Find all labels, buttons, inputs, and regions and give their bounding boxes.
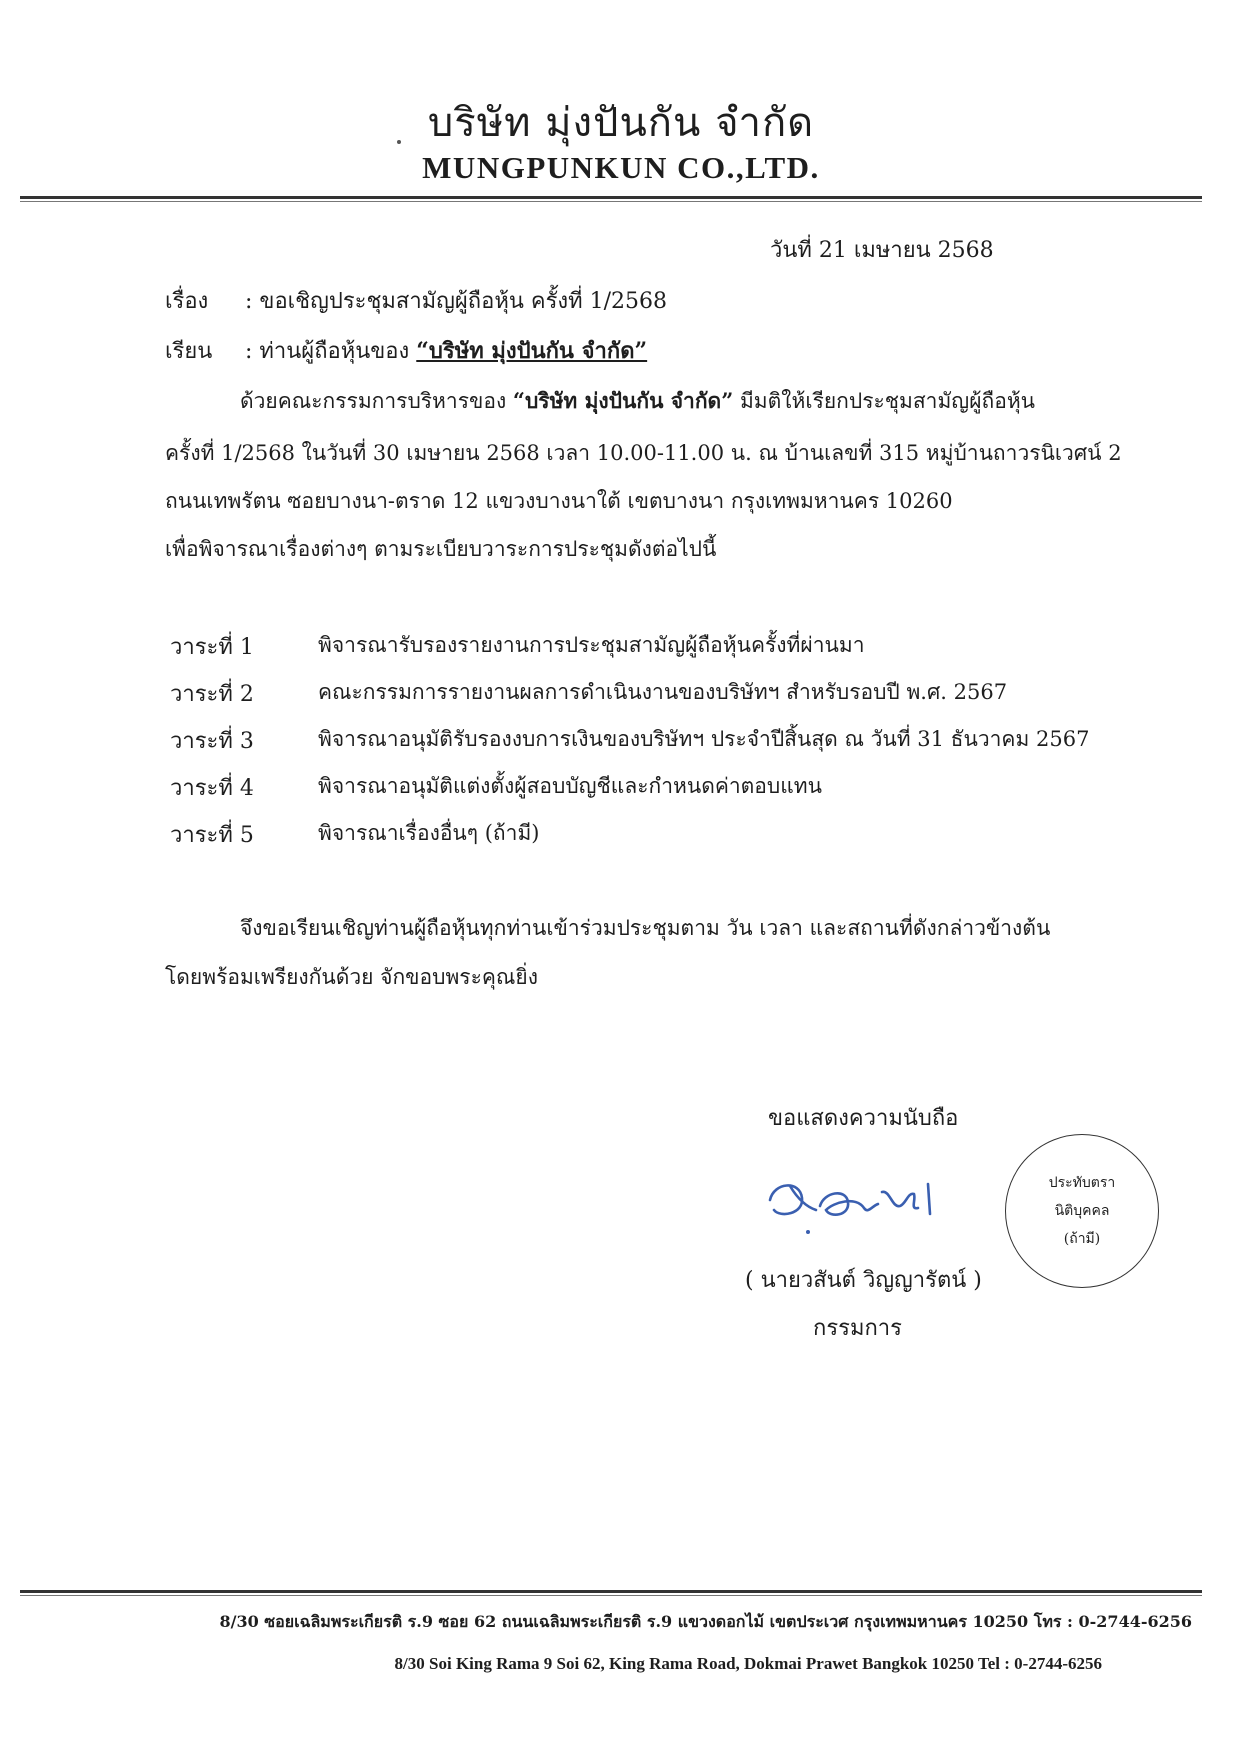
recipient-prefix: : ท่านผู้ถือหุ้นของ — [245, 339, 410, 364]
signer-name: ( นายวสันต์ วิญญารัตน์ ) — [745, 1268, 982, 1293]
body-line-4: เพื่อพิจารณาเรื่องต่างๆ ตามระเบียบวาระการประชุมดังต่อไปนี้ — [165, 537, 717, 561]
company-seal-placeholder — [1005, 1134, 1159, 1288]
invitation-line-2: โดยพร้อมเพรียงกันด้วย จักขอบพระคุณยิ่ง — [165, 965, 538, 989]
agenda-number: วาระที่ 3 — [170, 729, 254, 754]
signer-position: กรรมการ — [813, 1316, 902, 1341]
footer-address-thai: 8/30 ซอยเฉลิมพระเกียรติ ร.9 ซอย 62 ถนนเฉลิมพระเกียรติ ร.9 แขวงดอกไม้ เขตประเวศ กรุงเทพมหานคร 10250 โทร : 0-2744-6256 — [219, 1612, 1192, 1631]
subject-line — [165, 283, 667, 318]
company-name-thai: บริษัท มุ่งปันกัน จำกัด — [427, 100, 815, 146]
header-divider-thin — [20, 201, 1202, 202]
handwritten-signature — [760, 1162, 980, 1242]
agenda-number: วาระที่ 4 — [170, 776, 254, 801]
subject-text: : ขอเชิญประชุมสามัญผู้ถือหุ้น ครั้งที่ 1/2568 — [245, 289, 668, 314]
body-line-1-end: มีมติให้เรียกประชุมสามัญผู้ถือหุ้น — [739, 389, 1036, 413]
body-company-name: “บริษัท มุ่งปันกัน จำกัด” — [512, 388, 734, 413]
agenda-item: พิจารณาเรื่องอื่นๆ (ถ้ามี) — [318, 821, 540, 845]
footer-divider — [20, 1590, 1202, 1593]
seal-text-line: ประทับตรา — [1048, 1175, 1116, 1191]
company-name-english: MUNGPUNKUN CO.,LTD. — [422, 150, 820, 185]
body-line-1-start: ด้วยคณะกรรมการบริหารของ — [240, 389, 507, 413]
header-divider — [20, 196, 1202, 199]
agenda-number: วาระที่ 5 — [170, 823, 254, 848]
footer-address-english: 8/30 Soi King Rama 9 Soi 62, King Rama Road, Dokmai Prawet Bangkok 10250 Tel : 0-2744-6256 — [394, 1654, 1102, 1673]
recipient-label: เรียน — [165, 339, 213, 364]
recipient-company: “บริษัท มุ่งปันกัน จำกัด” — [416, 338, 648, 364]
agenda-number: วาระที่ 1 — [170, 635, 254, 660]
body-line-2: ครั้งที่ 1/2568 ในวันที่ 30 เมษายน 2568 เวลา 10.00-11.00 น. ณ บ้านเลขที่ 315 หมู่บ้านถาวรนิเวศน์ 2 — [165, 441, 1122, 465]
footer-divider-thin — [20, 1595, 1202, 1596]
agenda-item: คณะกรรมการรายงานผลการดำเนินงานของบริษัทฯ สำหรับรอบปี พ.ศ. 2567 — [318, 680, 1008, 704]
recipient-line — [165, 333, 647, 368]
seal-text-line: (ถ้ามี) — [1063, 1231, 1101, 1247]
seal-text-line: นิติบุคคล — [1054, 1203, 1110, 1219]
agenda-item: พิจารณาอนุมัติแต่งตั้งผู้สอบบัญชีและกำหนดค่าตอบแทน — [318, 774, 822, 798]
scan-speck — [397, 140, 401, 144]
closing-salutation: ขอแสดงความนับถือ — [768, 1106, 959, 1131]
body-line-3: ถนนเทพรัตน ซอยบางนา-ตราด 12 แขวงบางนาใต้ เขตบางนา กรุงเทพมหานคร 10260 — [165, 489, 953, 513]
agenda-item: พิจารณาอนุมัติรับรองงบการเงินของบริษัทฯ ประจำปีสิ้นสุด ณ วันที่ 31 ธันวาคม 2567 — [318, 727, 1090, 751]
agenda-item: พิจารณารับรองรายงานการประชุมสามัญผู้ถือหุ้นครั้งที่ผ่านมา — [318, 633, 865, 657]
agenda-number: วาระที่ 2 — [170, 682, 254, 707]
subject-label: เรื่อง — [165, 289, 209, 314]
invitation-line-1: จึงขอเรียนเชิญท่านผู้ถือหุ้นทุกท่านเข้าร่วมประชุมตาม วัน เวลา และสถานที่ดังกล่าวข้างต้น — [240, 916, 1051, 940]
body-line-1 — [240, 385, 1035, 418]
letter-date: วันที่ 21 เมษายน 2568 — [770, 238, 994, 263]
